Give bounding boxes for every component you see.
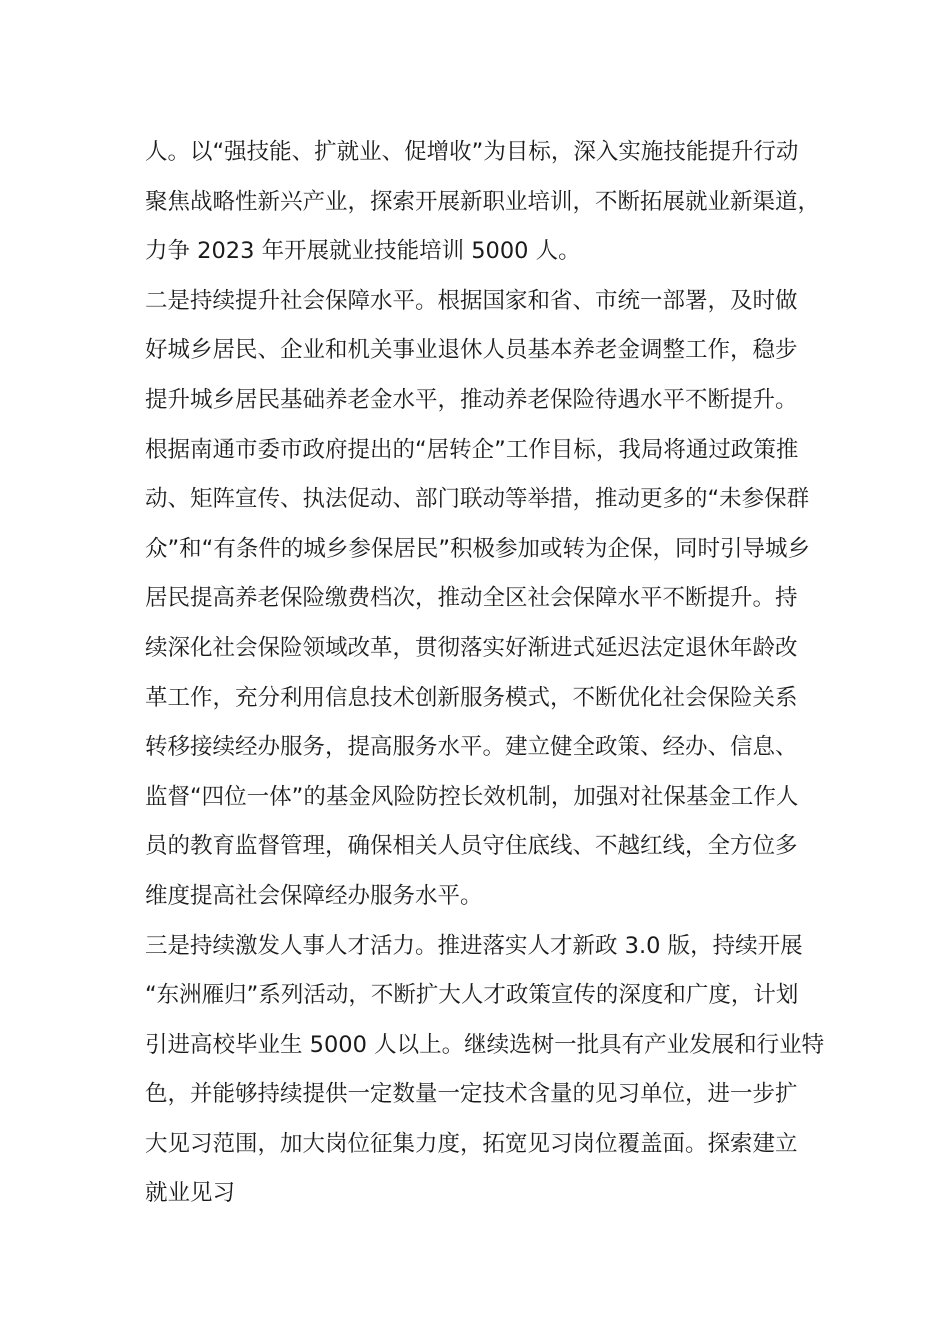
text-line: 力争 2023 年开展就业技能培训 5000 人。	[145, 238, 581, 265]
text-line: 大见习范围，加大岗位征集力度，拓宽见习岗位覆盖面。探索建立	[145, 1130, 798, 1157]
text-line: 色，并能够持续提供一定数量一定技术含量的见习单位，进一步扩	[145, 1081, 798, 1108]
text-line: 监督“四位一体”的基金风险防控长效机制，加强对社保基金工作人	[145, 783, 799, 810]
text-line: 居民提高养老保险缴费档次，推动全区社会保障水平不断提升。持	[145, 585, 798, 612]
document-body	[145, 128, 825, 1219]
text-line: 革工作，充分利用信息技术创新服务模式，不断优化社会保险关系	[145, 684, 798, 711]
text-line: 二是持续提升社会保障水平。根据国家和省、市统一部署，及时做	[145, 287, 798, 314]
text-line: 转移接续经办服务，提高服务水平。建立健全政策、经办、信息、	[145, 734, 798, 761]
text-line: 引进高校毕业生 5000 人以上。继续选树一批具有产业发展和行业特	[145, 1031, 825, 1058]
text-line: 就业见习	[145, 1180, 236, 1207]
text-line: 提升城乡居民基础养老金水平，推动养老保险待遇水平不断提升。	[145, 386, 798, 413]
text-line: 好城乡居民、企业和机关事业退休人员基本养老金调整工作，稳步	[145, 337, 798, 364]
text-line: 众”和“有条件的城乡参保居民”积极参加或转为企保，同时引导城乡	[145, 535, 810, 562]
text-line: 聚焦战略性新兴产业，探索开展新职业培训，不断拓展就业新渠道，	[145, 188, 821, 215]
text-line: 根据南通市委市政府提出的“居转企”工作目标，我局将通过政策推	[145, 436, 799, 463]
text-line: 员的教育监督管理，确保相关人员守住底线、不越红线，全方位多	[145, 833, 798, 860]
text-line: “东洲雁归”系列活动，不断扩大人才政策宣传的深度和广度，计划	[145, 982, 799, 1009]
text-line: 人。以“强技能、扩就业、促增收”为目标，深入实施技能提升行动	[145, 139, 799, 165]
text-line: 动、矩阵宣传、执法促动、部门联动等举措，推动更多的“未参保群	[145, 486, 810, 513]
text-line: 维度提高社会保障经办服务水平。	[145, 882, 483, 909]
text-line: 续深化社会保险领域改革，贯彻落实好渐进式延迟法定退休年龄改	[145, 634, 798, 661]
text-line: 三是持续激发人事人才活力。推进落实人才新政 3.0 版，持续开展	[145, 932, 803, 959]
